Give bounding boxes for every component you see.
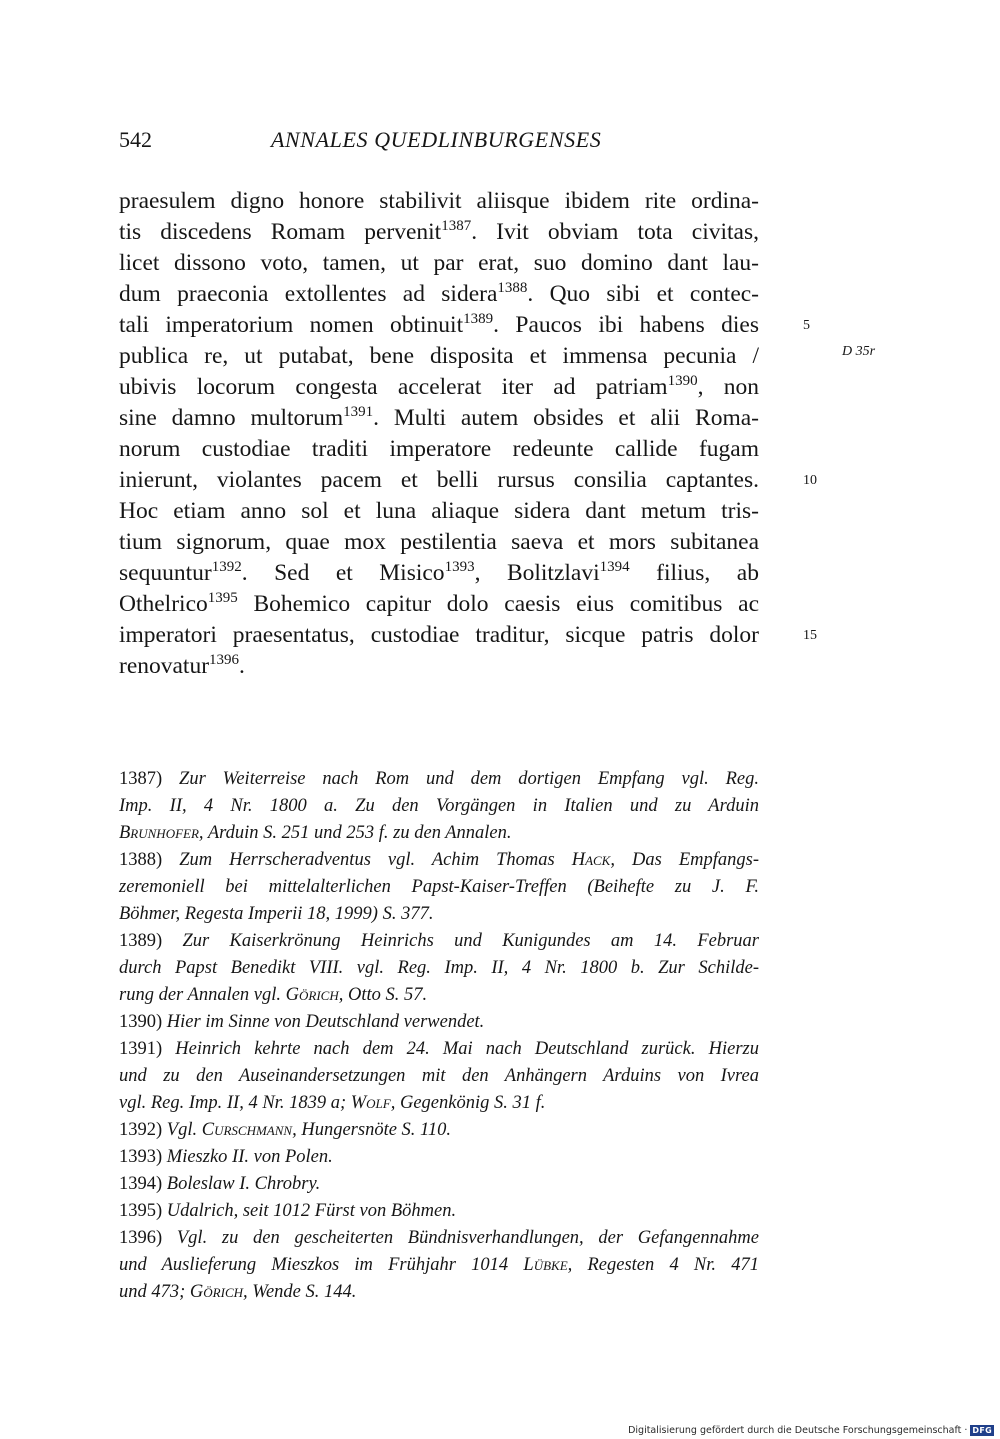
line-number: 15 [803,628,817,643]
text-line [119,279,759,310]
footnote-line [119,1144,759,1171]
footnote-ref: 1394 [599,559,630,575]
footnote-number: 1396) [119,1228,177,1248]
footnote-text: , Hungersnöte S. 110. [292,1120,452,1140]
text-line [119,589,759,620]
footnote-text: Vgl. zu den gescheiterten Bündnisverhandlungen, der Gefangennahme [176,1228,759,1248]
text-segment: ubivis locorum congesta accelerat iter ad patriam [119,374,668,400]
footnote-line [119,1009,759,1036]
author-name: Görich [189,1282,243,1302]
footnote-ref: 1393 [444,559,475,575]
footnote-number: 1388) [119,850,180,870]
text-segment: publica re, ut putabat, bene disposita et immensa pecunia / [119,343,759,369]
footnote-line [119,874,759,901]
footnote-text: Heinrich kehrte nach dem 24. Mai nach Deutschland zurück. Hierzu [175,1039,759,1059]
text-segment: licet dissono voto, tamen, ut par erat, suo domino dant lau- [119,250,759,276]
footnote-text: , Regesten 4 Nr. 471 [567,1255,760,1275]
text-line [119,434,759,465]
footnote-text: Böhmer, Regesta Imperii 18, 1999) S. 377. [119,904,434,924]
footnote-text: und 473; [119,1282,190,1302]
footnote-text: Zur Weiterreise nach Rom und dem dortigen Empfang vgl. Reg. [179,769,759,789]
text-segment: . Sed et Misico [241,560,445,586]
text-segment: sequuntur [119,560,212,586]
footnote-number: 1390) [119,1012,167,1032]
footnote-number: 1391) [119,1039,176,1059]
footnote-number: 1389) [119,931,183,951]
text-segment: inierunt, violantes pacem et belli rursus consilia captantes. [119,467,759,493]
footnote-text: , Otto S. 57. [338,985,428,1005]
text-line [119,341,759,372]
footnote-line [119,1090,759,1117]
footnote-line [119,847,759,874]
author-name: Brunhofer [119,823,199,843]
text-line [119,186,759,217]
footnote-line [119,1171,759,1198]
footnote-line [119,1198,759,1225]
page-header [119,127,759,161]
text-segment: praesulem digno honore stabilivit aliisque ibidem rite ordina- [119,188,759,214]
text-segment: tali imperatorium nomen obtinuit [119,312,464,338]
footnote-text: , Das Empfangs- [610,850,759,870]
text-segment: tis discedens Romam pervenit [119,219,442,245]
text-segment: sine damno multorum [119,405,344,431]
text-line [119,217,759,248]
footnote-number: 1393) [119,1147,167,1167]
footnote-ref: 1387 [441,218,472,234]
footnote-ref: 1388 [497,280,528,296]
dfg-logo-icon: DFG [972,1426,992,1435]
footnote-line [119,766,759,793]
text-line [119,496,759,527]
text-line [119,403,759,434]
footnote-text: , Wende S. 144. [243,1282,357,1302]
text-segment: Othelrico [119,591,208,617]
footnote-text: , Gegenkönig S. 31 f. [390,1093,546,1113]
footnote-number: 1392) [119,1120,167,1140]
footnote-text: Imp. II, 4 Nr. 1800 a. Zu den Vorgängen in Italien und zu Arduin [119,796,759,816]
footnote-line [119,982,759,1009]
footnote-line [119,928,759,955]
footnote-line [119,1225,759,1252]
footnote-text: durch Papst Benedikt VIII. vgl. Reg. Imp. II, 4 Nr. 1800 b. Zur Schilde- [119,958,759,978]
author-name: Wolf [350,1093,391,1113]
footnote-number: 1395) [119,1201,167,1221]
footnote-ref: 1395 [207,590,238,606]
funding-note: Digitalisierung gefördert durch die Deutsche Forschungsgemeinschaft · [628,1425,968,1436]
line-number: 5 [803,318,810,333]
footnote-text: rung der Annalen vgl. [119,985,286,1005]
footnote-text: , Arduin S. 251 und 253 f. zu den Annalen. [198,823,512,843]
footnote-line [119,793,759,820]
main-text-block [119,186,759,682]
text-segment: . Ivit obviam tota civitas, [471,219,759,245]
text-line [119,527,759,558]
footnote-text: Vgl. [166,1120,202,1140]
footnote-ref: 1392 [211,559,242,575]
text-segment: norum custodiae traditi imperatore redeunte callide fugam [119,436,759,462]
footnote-line [119,1279,759,1306]
text-line [119,651,759,682]
text-segment: Hoc etiam anno sol et luna aliaque sidera dant metum tris- [119,498,759,524]
footnote-text: und zu den Auseinandersetzungen mit den Anhängern Arduins von Ivrea [119,1066,759,1086]
footnote-text: Zum Herrscheradventus vgl. Achim Thomas [179,850,572,870]
text-segment: . Multi autem obsides et alii Roma- [373,405,759,431]
line-number: 10 [803,473,817,488]
footnote-ref: 1396 [209,652,240,668]
author-name: Görich [285,985,339,1005]
author-name: Hack [571,850,611,870]
text-segment: Bohemico capitur dolo caesis eius comitibus ac [237,591,759,617]
footnote-text: Zur Kaiserkrönung Heinrichs und Kunigundes am 14. Februar [182,931,759,951]
text-segment: , non [697,374,760,400]
text-segment: . Paucos ibi habens dies [493,312,759,338]
text-segment: imperatori praesentatus, custodiae traditur, sicque patris dolor [119,622,759,648]
text-segment: . Quo sibi et contec- [527,281,760,307]
text-line [119,465,759,496]
footnote-ref: 1391 [343,404,374,420]
footnote-line [119,1036,759,1063]
footnote-text: zeremoniell bei mittelalterlichen Papst-Kaiser-Treffen (Beihefte zu J. F. [119,877,759,897]
footnote-line [119,1117,759,1144]
text-segment: tium signorum, quae mox pestilentia saeva et mors subitanea [119,529,759,555]
text-segment: , Bolitzlavi [474,560,600,586]
footnote-text: vgl. Reg. Imp. II, 4 Nr. 1839 a; [119,1093,351,1113]
text-segment: dum praeconia extollentes ad sidera [119,281,498,307]
text-line [119,372,759,403]
footnote-line [119,1063,759,1090]
text-line [119,248,759,279]
text-segment: . [239,653,245,679]
text-line [119,558,759,589]
margin-manuscript-reference: D 35r [842,344,876,359]
footnote-text: und Auslieferung Mieszkos im Frühjahr 1014 [119,1255,524,1275]
footnote-text: Hier im Sinne von Deutschland verwendet. [166,1012,485,1032]
text-segment: renovatur [119,653,210,679]
footnote-ref: 1389 [463,311,494,327]
footnote-text: Mieszko II. von Polen. [166,1147,333,1167]
running-title: ANNALES QUEDLINBURGENSES [271,127,602,152]
author-name: Lübke [523,1255,568,1275]
footnote-text: Udalrich, seit 1012 Fürst von Böhmen. [166,1201,457,1221]
footnote-number: 1394) [119,1174,167,1194]
footnote-line [119,901,759,928]
footnote-text: Boleslaw I. Chrobry. [166,1174,321,1194]
footnote-number: 1387) [119,769,180,789]
footnotes-block [119,766,759,1306]
text-line [119,620,759,651]
page-number: 542 [119,127,152,152]
text-line [119,310,759,341]
author-name: Curschmann [201,1120,293,1140]
page-footer [628,1425,994,1436]
footnote-ref: 1390 [667,373,698,389]
footnote-line [119,955,759,982]
text-segment: filius, ab [629,560,759,586]
footnote-line [119,1252,759,1279]
footnote-line [119,820,759,847]
